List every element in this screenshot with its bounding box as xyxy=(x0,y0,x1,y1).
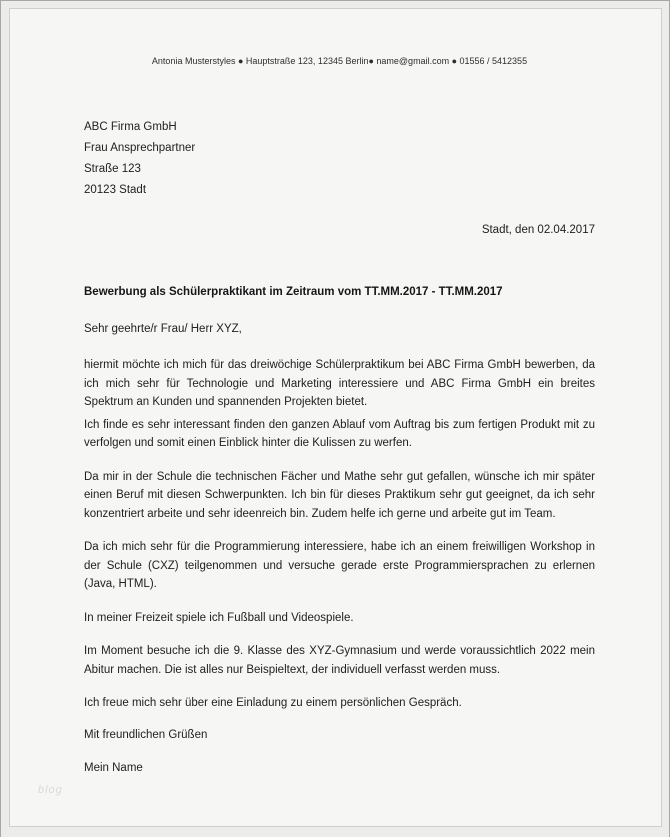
recipient-street: Straße 123 xyxy=(84,163,141,175)
body-paragraph-3: Da mir in der Schule die technischen Fächer und Mathe sehr gut gefallen, wünsche ich mir später einen Beruf mit diesen Schwerpunkten. Ich bin für dieses Praktikum sehr gut geeignet, da ich sehr konzentriert arbeite und sehr ideenreich bin. Zudem helfe ich gerne und arbeite gut im Team. xyxy=(84,470,595,520)
recipient-city: 20123 Stadt xyxy=(84,184,147,196)
recipient-contact-person: Frau Ansprechpartner xyxy=(84,142,196,154)
recipient-address-block xyxy=(84,117,595,201)
letter-content xyxy=(10,9,661,775)
closing-formula: Mit freundlichen Grüßen xyxy=(84,728,208,741)
sender-contact-line: Antonia Musterstyles ● Hauptstraße 123, 12345 Berlin● name@gmail.com ● 01556 / 5412355 xyxy=(151,56,528,66)
date-line: Stadt, den 02.04.2017 xyxy=(481,224,595,236)
salutation: Sehr geehrte/r Frau/ Herr XYZ, xyxy=(84,323,242,335)
body-paragraph-5: In meiner Freizeit spiele ich Fußball und Videospiele. xyxy=(84,611,354,624)
blog-watermark: blog xyxy=(38,784,63,796)
body-paragraph-2: Ich finde es sehr interessant finden den ganzen Ablauf vom Auftrag bis zum fertigen Produkt mit zu verfolgen und somit einen Einblick hinter die Kulissen zu werfen. xyxy=(84,418,595,449)
recipient-company: ABC Firma GmbH xyxy=(84,121,177,133)
body-paragraph-6: Im Moment besuche ich die 9. Klasse des XYZ-Gymnasium und werde voraussichtlich 2022 mein Abitur machen. Die ist alles nur Beispieltext, der individuell verfasst werden muss. xyxy=(84,645,595,676)
body-paragraph-4: Da ich mich sehr für die Programmierung interessiere, habe ich an einem freiwilligen Workshop in der Schule (CXZ) teilgenommen und versuche gerade erste Programmiersprachen zu erlernen (Java, HTML). xyxy=(84,541,595,590)
subject-line: Bewerbung als Schülerpraktikant im Zeitraum vom TT.MM.2017 - TT.MM.2017 xyxy=(84,286,503,298)
body-paragraph-7: Ich freue mich sehr über eine Einladung zu einem persönlichen Gespräch. xyxy=(84,697,462,709)
page-border-frame xyxy=(9,8,662,827)
body-paragraph-1: hiermit möchte ich mich für das dreiwöchige Schülerpraktikum bei ABC Firma GmbH bewerben, da ich mich sehr für Technologie und Marketing interessiere und ABC Firma GmbH ein breites Spektrum an Kunden und spannenden Projekten bietet. xyxy=(84,359,595,408)
signature-name: Mein Name xyxy=(84,761,143,774)
